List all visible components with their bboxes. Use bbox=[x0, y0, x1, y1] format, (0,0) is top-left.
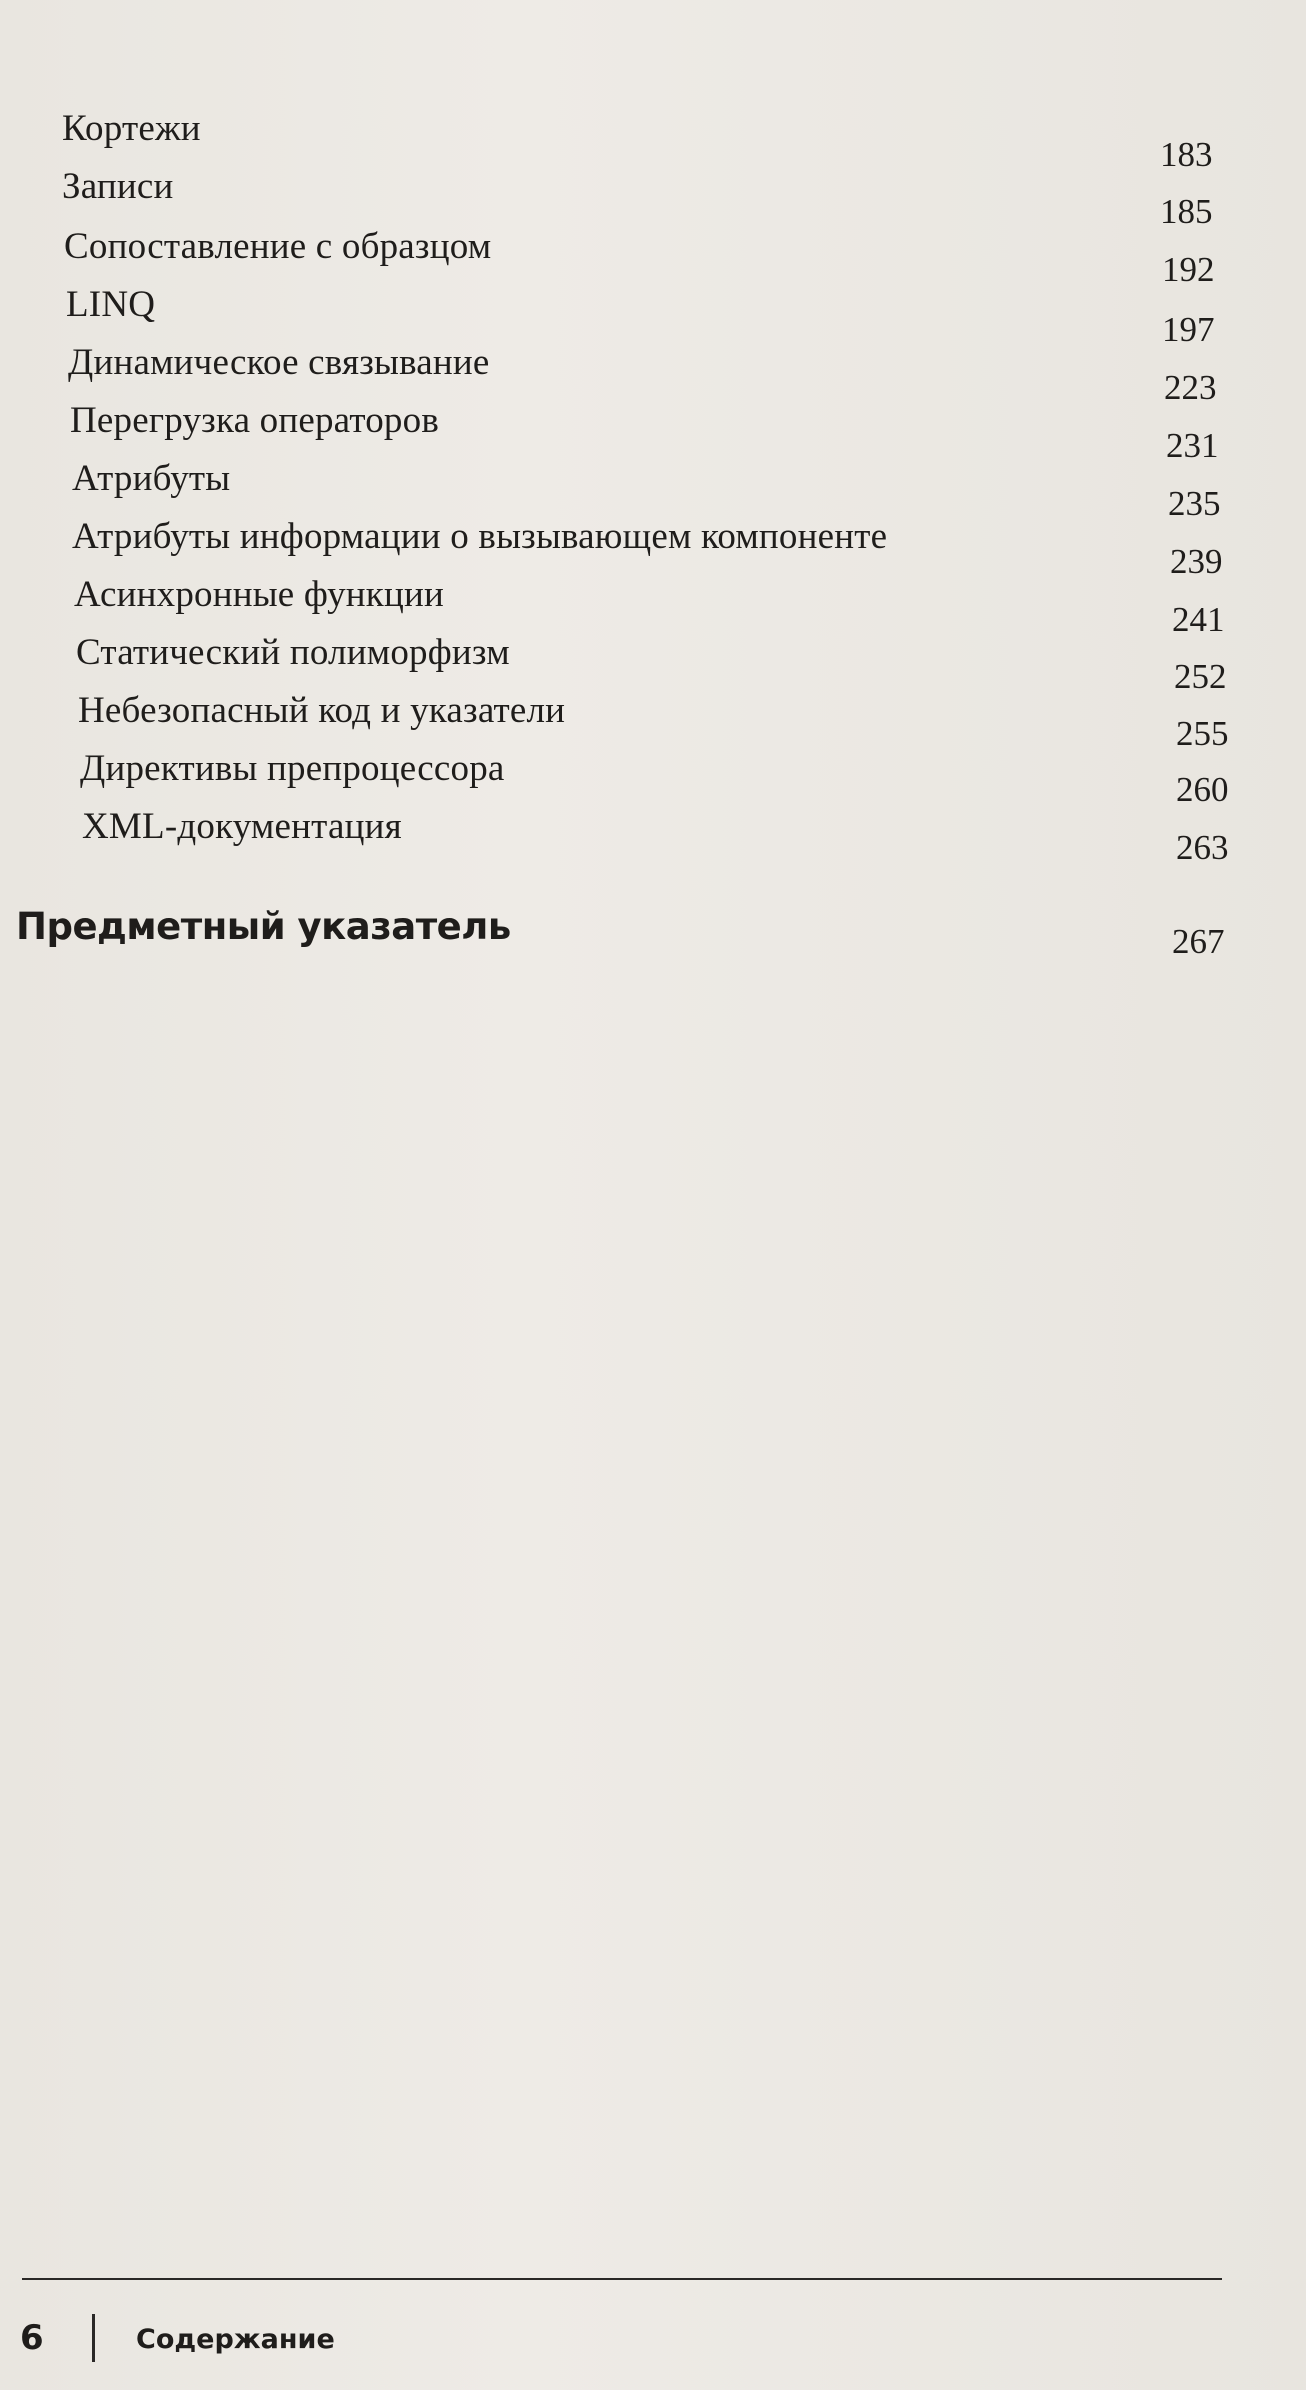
toc-entry-title: Атрибуты bbox=[72, 458, 231, 499]
toc-entry-page: 252 bbox=[1174, 657, 1227, 696]
toc-entry-page: 263 bbox=[1176, 828, 1229, 867]
toc-entry-title: XML-документация bbox=[82, 806, 402, 847]
toc-entry bbox=[76, 624, 510, 674]
toc-entry-title: Атрибуты информации о вызывающем компоненте bbox=[72, 516, 888, 557]
toc-entry-title: Сопоставление с образцом bbox=[64, 226, 492, 267]
toc-entry bbox=[66, 276, 155, 326]
toc-entry bbox=[62, 158, 174, 208]
toc-entry bbox=[64, 218, 491, 268]
toc-entry-page: 255 bbox=[1176, 714, 1229, 753]
toc-entry bbox=[72, 508, 887, 558]
toc-entry-page: 192 bbox=[1162, 250, 1215, 289]
footer-section-label: Содержание bbox=[136, 2324, 335, 2355]
toc-entry-title: Небезопасный код и указатели bbox=[78, 690, 566, 731]
toc-entry-page: 197 bbox=[1162, 310, 1215, 349]
toc-entry-title: Кортежи bbox=[62, 108, 201, 149]
toc-entry-page: 183 bbox=[1160, 135, 1213, 174]
toc-entry-page: 185 bbox=[1160, 192, 1213, 231]
toc-entry-title: Асинхронные функции bbox=[74, 574, 444, 615]
toc-entry-page: 235 bbox=[1168, 484, 1221, 523]
toc-entry-page: 239 bbox=[1170, 542, 1223, 581]
toc-entry bbox=[72, 450, 230, 500]
toc-entry-page: 223 bbox=[1164, 368, 1217, 407]
footer-divider bbox=[92, 2314, 95, 2362]
toc-index-page: 267 bbox=[1172, 922, 1225, 961]
toc-entry-page: 231 bbox=[1166, 426, 1219, 465]
toc-entry-title: Статический полиморфизм bbox=[76, 632, 510, 673]
toc-entry-title: Записи bbox=[62, 166, 174, 207]
footer-page-number: 6 bbox=[20, 2318, 44, 2358]
toc-entry-page: 260 bbox=[1176, 770, 1229, 809]
toc-entry-page: 241 bbox=[1172, 600, 1225, 639]
toc-index-entry bbox=[16, 898, 511, 948]
toc-index-title: Предметный указатель bbox=[16, 905, 511, 948]
toc-entry bbox=[62, 100, 201, 150]
toc-entry-title: Перегрузка операторов bbox=[70, 400, 439, 441]
toc-entry-title: LINQ bbox=[66, 284, 156, 325]
toc-entry bbox=[78, 682, 565, 732]
toc-entry bbox=[82, 798, 402, 848]
footer-rule bbox=[22, 2278, 1222, 2280]
toc-entry-title: Директивы препроцессора bbox=[80, 748, 505, 789]
toc-entry bbox=[68, 334, 490, 384]
toc-entry bbox=[74, 566, 444, 616]
toc-entry bbox=[80, 740, 505, 790]
toc-entry-title: Динамическое связывание bbox=[68, 342, 490, 383]
toc-entry bbox=[70, 392, 439, 442]
